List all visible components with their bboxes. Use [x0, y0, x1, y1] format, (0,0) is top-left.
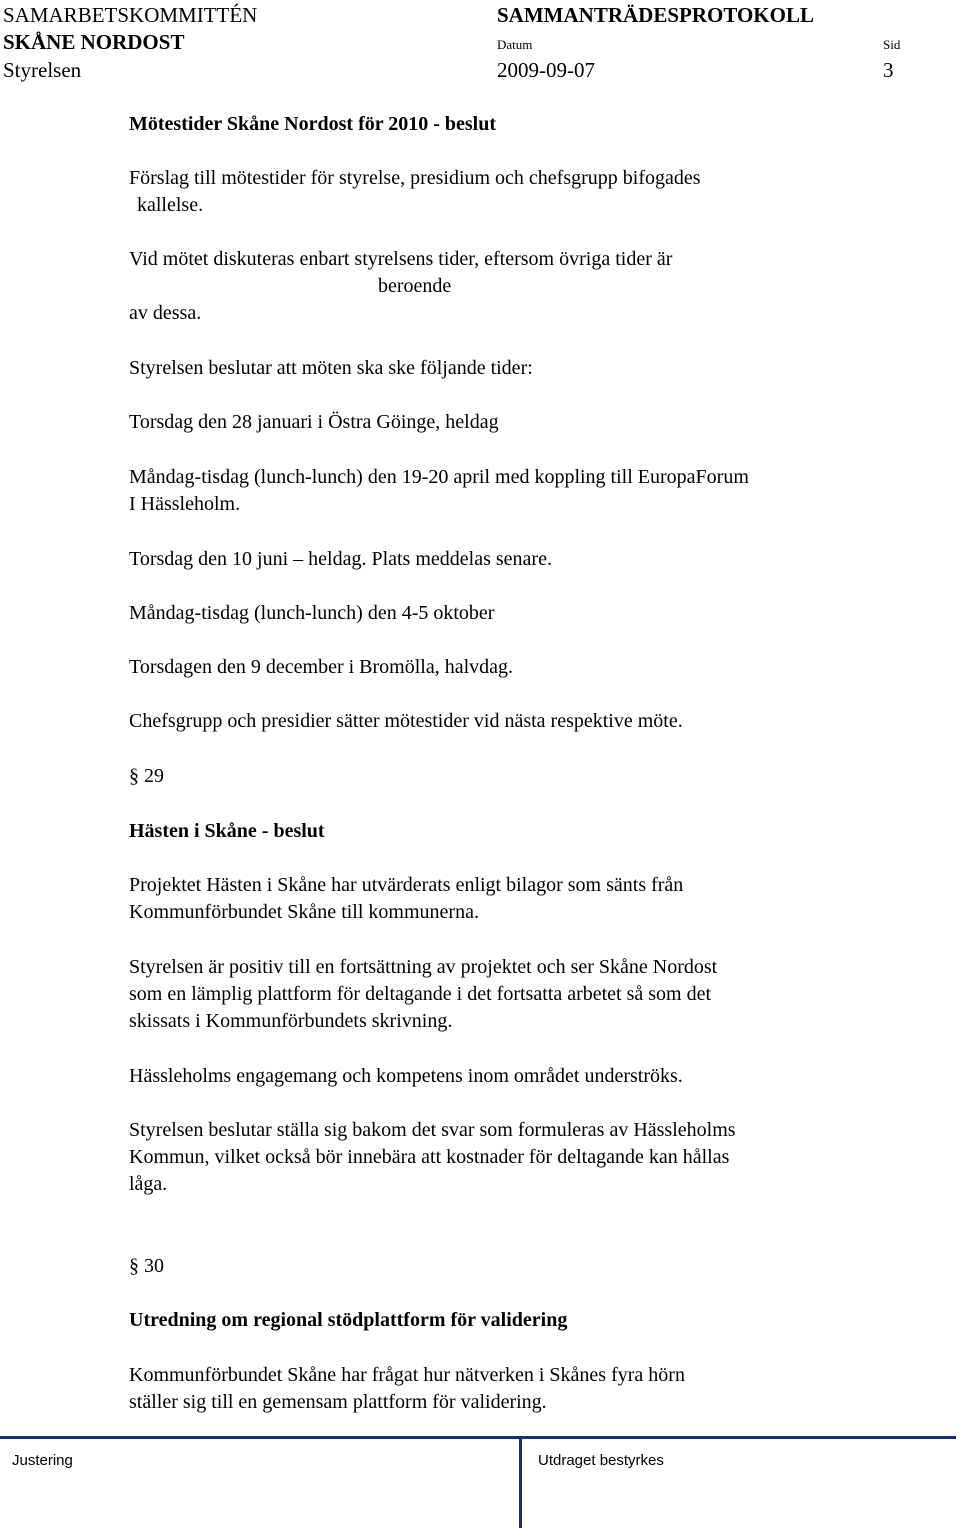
paragraph-line: Kommun, vilket också bör innebära att kostnader för deltagande kan hållas	[129, 1146, 730, 1168]
meeting-date-item: Torsdag den 28 januari i Östra Göinge, heldag	[129, 411, 499, 433]
paragraph-line: Styrelsen beslutar ställa sig bakom det svar som formuleras av Hässleholms	[129, 1119, 736, 1141]
paragraph-line: Chefsgrupp och presidier sätter mötestider vid nästa respektive möte.	[129, 710, 683, 732]
committee-body: Styrelsen	[3, 58, 82, 82]
org-name-line1: SAMARBETSKOMMITTÉN	[3, 3, 258, 27]
paragraph-line: beroende	[378, 275, 452, 297]
meeting-date-item: I Hässleholm.	[129, 493, 241, 515]
paragraph-line: Hässleholms engagemang och kompetens inom området underströks.	[129, 1065, 683, 1087]
page-number: 3	[883, 58, 894, 82]
paragraph-line: skissats i Kommunförbundets skrivning.	[129, 1010, 453, 1032]
paragraph-line: av dessa.	[129, 302, 202, 324]
date-label: Datum	[497, 37, 533, 52]
page-label: Sid	[883, 37, 901, 52]
paragraph-line: Förslag till mötestider för styrelse, presidium och chefsgrupp bifogades	[129, 167, 701, 189]
footer-justering-label: Justering	[12, 1452, 73, 1469]
section-title-hasten: Hästen i Skåne - beslut	[129, 820, 325, 842]
meeting-date: 2009-09-07	[497, 58, 595, 82]
org-name-line2: SKÅNE NORDOST	[3, 30, 185, 54]
meeting-date-item: Torsdagen den 9 december i Bromölla, halvdag.	[129, 656, 514, 678]
paragraph-line: Styrelsen är positiv till en fortsättning av projektet och ser Skåne Nordost	[129, 956, 718, 978]
footer-divider	[519, 1436, 522, 1528]
section-number-30: § 30	[129, 1255, 164, 1277]
section-number-29: § 29	[129, 765, 164, 787]
paragraph-line: Kommunförbundet Skåne till kommunerna.	[129, 901, 479, 923]
paragraph-line: kallelse.	[137, 194, 204, 216]
paragraph-line: Projektet Hästen i Skåne har utvärderats enligt bilagor som sänts från	[129, 874, 684, 896]
paragraph-line: Vid mötet diskuteras enbart styrelsens tider, eftersom övriga tider är	[129, 248, 673, 270]
document-type: SAMMANTRÄDESPROTOKOLL	[497, 3, 814, 27]
section-title-motestider: Mötestider Skåne Nordost för 2010 - beslut	[129, 113, 497, 135]
paragraph-line: ställer sig till en gemensam plattform för validering.	[129, 1391, 547, 1413]
paragraph-line: Styrelsen beslutar att möten ska ske följande tider:	[129, 357, 533, 379]
footer-utdraget-label: Utdraget bestyrkes	[538, 1452, 664, 1469]
section-title-utredning: Utredning om regional stödplattform för validering	[129, 1309, 568, 1331]
meeting-date-item: Måndag-tisdag (lunch-lunch) den 4-5 oktober	[129, 602, 495, 624]
footer-top-rule	[0, 1436, 956, 1439]
meeting-date-item: Måndag-tisdag (lunch-lunch) den 19-20 april med koppling till EuropaForum	[129, 466, 749, 488]
paragraph-line: som en lämplig plattform för deltagande i det fortsatta arbetet så som det	[129, 983, 712, 1005]
paragraph-line: låga.	[129, 1173, 168, 1195]
paragraph-line: Kommunförbundet Skåne har frågat hur nätverken i Skånes fyra hörn	[129, 1364, 685, 1386]
meeting-date-item: Torsdag den 10 juni – heldag. Plats meddelas senare.	[129, 548, 552, 570]
